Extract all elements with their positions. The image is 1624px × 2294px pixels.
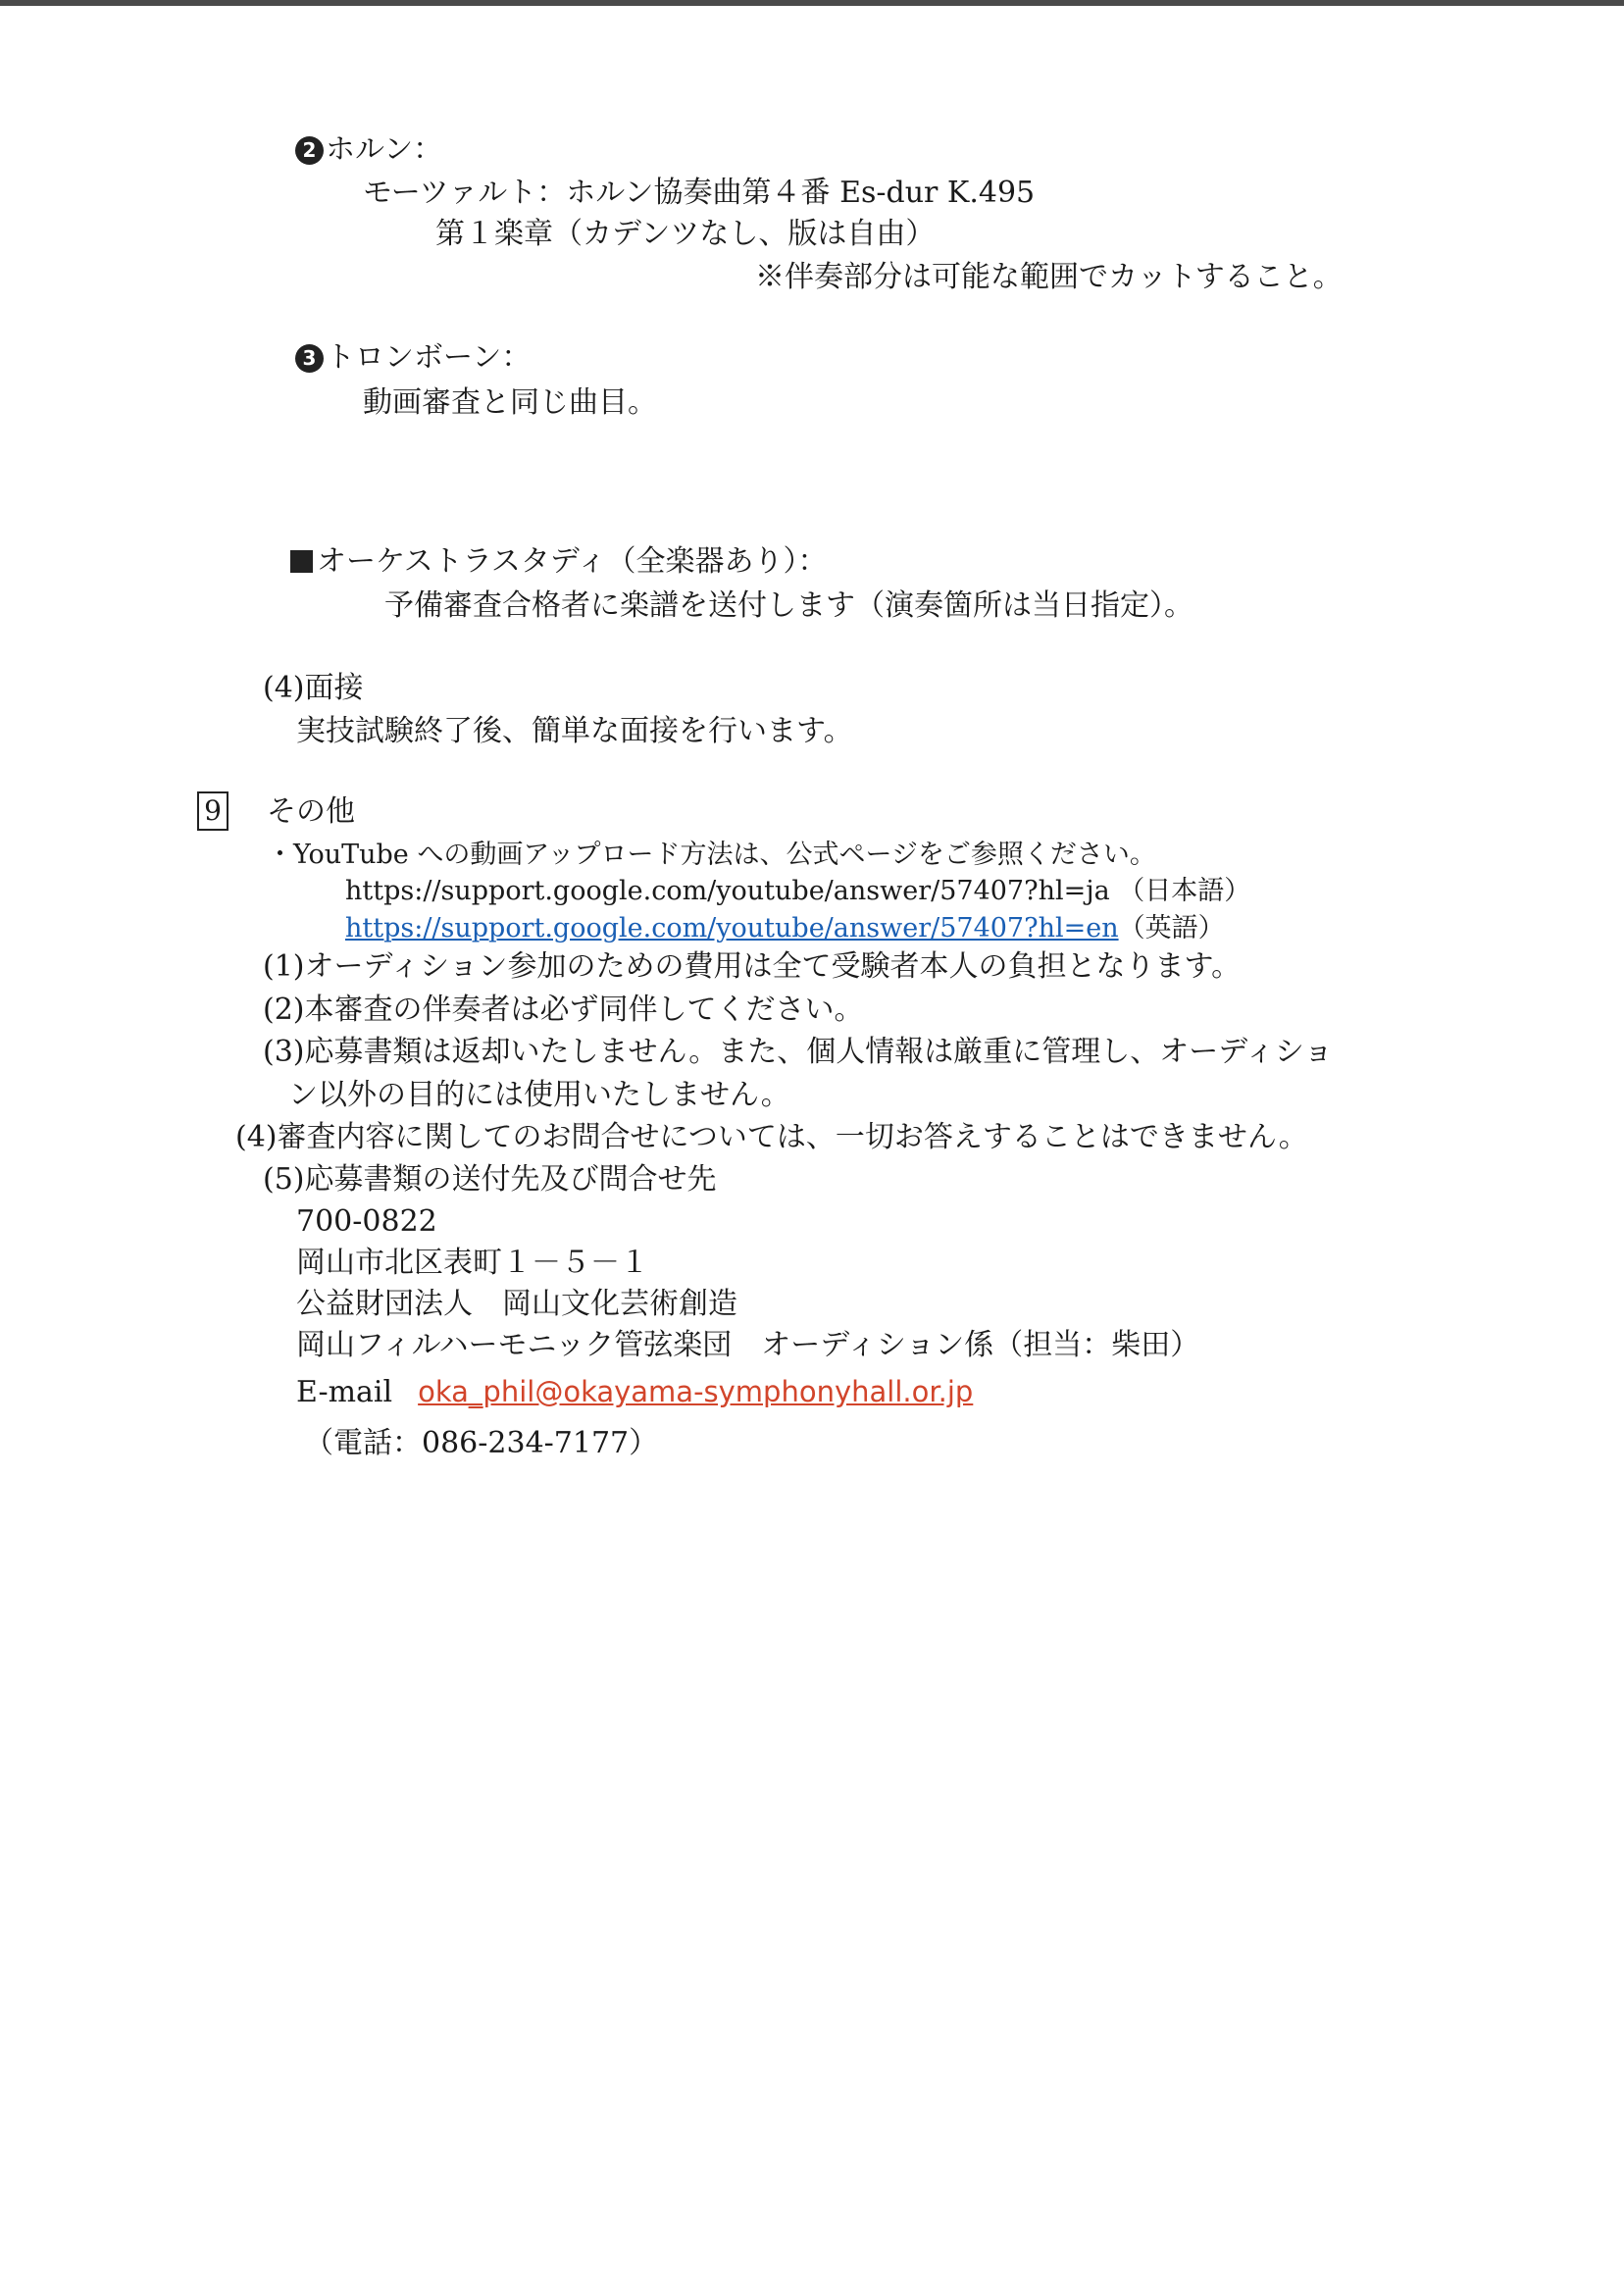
item-2: (2)本審査の伴奏者は必ず同伴してください。 (263, 993, 864, 1027)
interview-text: 実技試験終了後、簡単な面接を行います。 (296, 714, 853, 748)
trombone-piece: 動画審査と同じ曲目。 (363, 385, 657, 420)
email-line (296, 1372, 973, 1412)
email-label: E-mail (296, 1375, 393, 1409)
horn-piece: モーツァルト：ホルン協奏曲第４番 Es-dur K.495 (363, 176, 1036, 210)
black-square-icon (290, 550, 313, 573)
address: 岡山市北区表町１－５－１ (296, 1246, 649, 1280)
url-ja-text: https://support.google.com/youtube/answer/57407?hl=ja (345, 876, 1110, 906)
url-ja-line (345, 872, 1250, 911)
number-2-icon: 2 (295, 136, 324, 165)
url-en-link[interactable]: https://support.google.com/youtube/answer/57407?hl=en (345, 913, 1119, 943)
section-title: その他 (267, 794, 355, 829)
url-ja-lang: （日本語） (1118, 876, 1251, 906)
trombone-heading: 3 トロンボーン： (295, 338, 531, 378)
horn-movement: 第１楽章（カデンツなし、版は自由） (435, 217, 936, 251)
section-number-box: 9 (197, 791, 228, 831)
horn-note: ※伴奏部分は可能な範囲でカットすること。 (755, 260, 1343, 294)
interview-heading: (4)面接 (263, 671, 364, 705)
department: 岡山フィルハーモニック管弦楽団 オーディション係（担当：柴田） (296, 1328, 1200, 1362)
organization: 公益財団法人 岡山文化芸術創造 (296, 1287, 737, 1321)
postal-code: 700-0822 (296, 1204, 437, 1239)
url-en-line (345, 909, 1225, 948)
url-en-lang: （英語） (1118, 913, 1225, 943)
item-5: (5)応募書類の送付先及び問合せ先 (263, 1162, 717, 1197)
scan-top-edge (0, 0, 1624, 6)
number-3-icon: 3 (295, 344, 324, 373)
item-3-line-1: (3)応募書類は返却いたしません。また、個人情報は厳重に管理し、オーディショ (263, 1035, 1334, 1069)
phone: （電話：086-234-7177） (304, 1426, 659, 1460)
item-4: (4)審査内容に関してのお問合せについては、一切お答えすることはできません。 (235, 1120, 1308, 1154)
item-1: (1)オーディション参加のための費用は全て受験者本人の負担となります。 (263, 949, 1242, 984)
horn-heading: 2 ホルン： (295, 130, 442, 170)
youtube-note: ・YouTube への動画アップロード方法は、公式ページをご参照ください。 (267, 840, 1156, 870)
orchestra-study-text: 予備審査合格者に楽譜を送付します（演奏箇所は当日指定）。 (384, 588, 1193, 623)
item-3-line-2: ン以外の目的には使用いたしません。 (288, 1078, 790, 1112)
orchestra-study-heading: オーケストラスタディ（全楽器あり）： (290, 542, 828, 582)
email-link[interactable]: oka_phil@okayama-symphonyhall.or.jp (418, 1375, 974, 1408)
